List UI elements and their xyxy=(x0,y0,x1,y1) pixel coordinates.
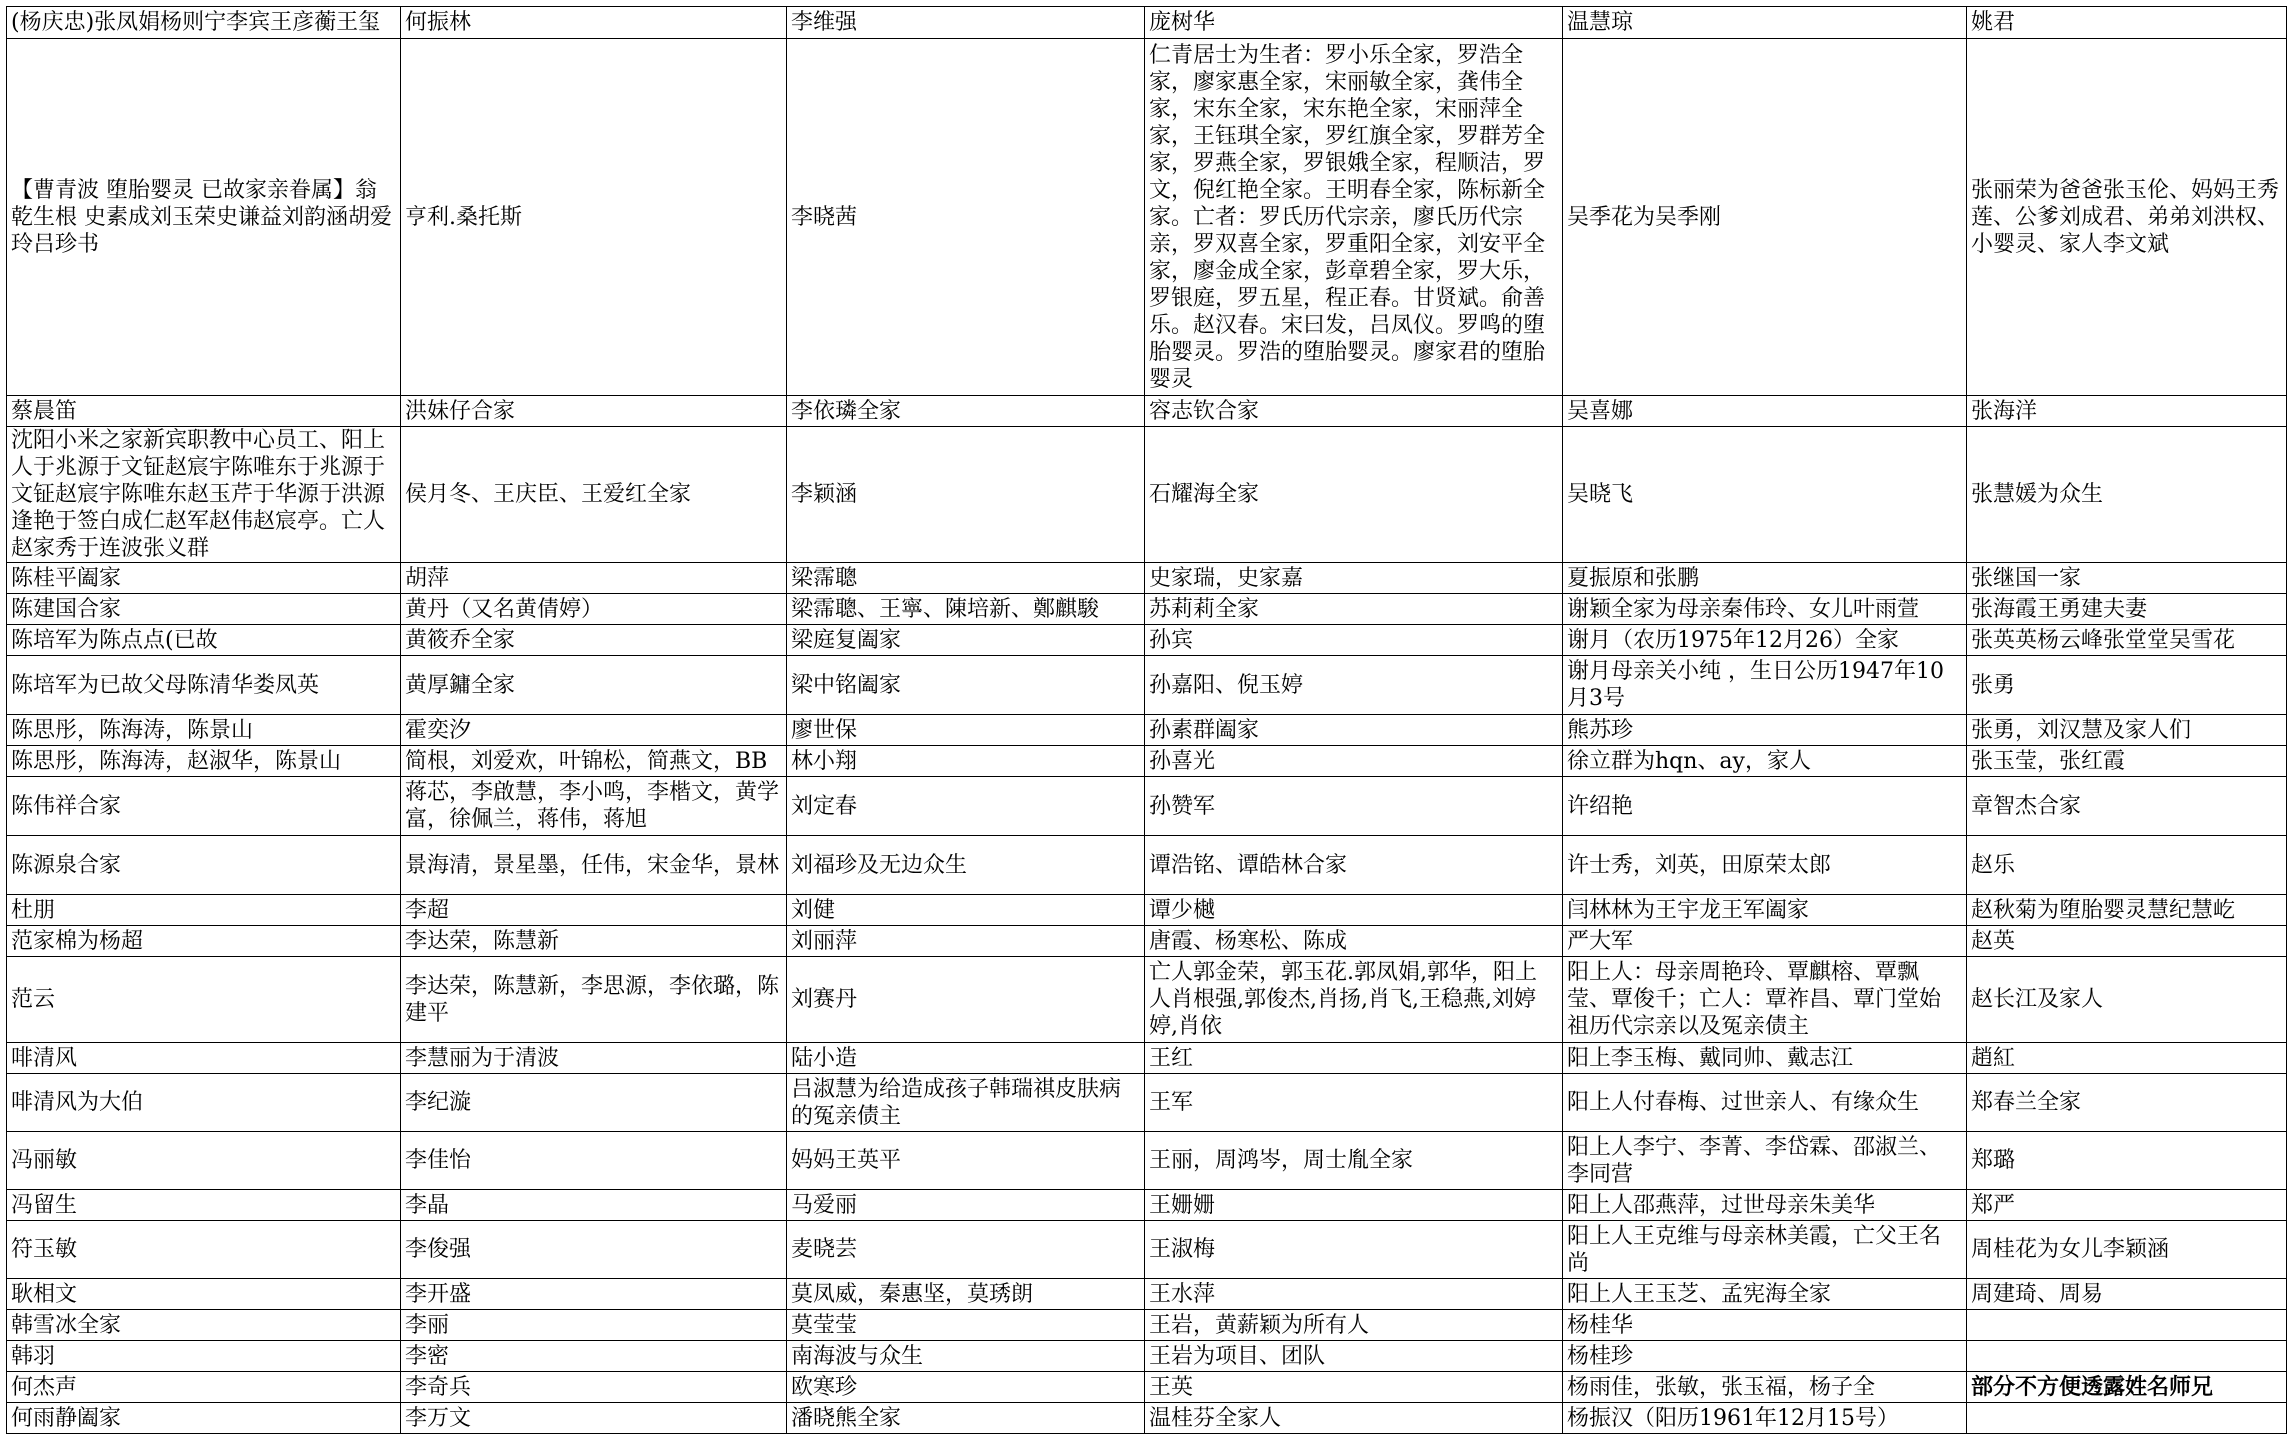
table-row xyxy=(7,1279,2287,1310)
table-cell[interactable]: 李晶 xyxy=(401,1190,787,1221)
table-cell[interactable]: 范家棉为杨超 xyxy=(7,926,401,957)
table-row xyxy=(7,396,2287,427)
table-cell[interactable]: 谢颖全家为母亲秦伟玲、女儿叶雨萱 xyxy=(1563,594,1967,625)
table-cell[interactable]: 蔡晨笛 xyxy=(7,396,401,427)
table-row xyxy=(7,746,2287,777)
table-cell[interactable]: 张继国一家 xyxy=(1967,563,2287,594)
table-cell[interactable]: 范云 xyxy=(7,957,401,1043)
table-cell[interactable]: 李奇兵 xyxy=(401,1372,787,1403)
table-cell[interactable]: 趙紅 xyxy=(1967,1043,2287,1074)
table-cell[interactable]: 黄厚鏞全家 xyxy=(401,656,787,715)
table-cell[interactable]: 张海霞王勇建夫妻 xyxy=(1967,594,2287,625)
table-row xyxy=(7,777,2287,836)
table-cell[interactable]: 【曹青波 堕胎婴灵 已故家亲眷属】翁乾生根 史素成刘玉荣史谦益刘韵涵胡爱玲吕珍书 xyxy=(7,39,401,396)
table-cell[interactable]: 徐立群为hqn、ay，家人 xyxy=(1563,746,1967,777)
table-cell[interactable]: 阳上李玉梅、戴同帅、戴志江 xyxy=(1563,1043,1967,1074)
table-cell[interactable]: 谭浩铭、谭皓林合家 xyxy=(1145,836,1563,895)
table-cell[interactable]: 张慧媛为众生 xyxy=(1967,427,2287,563)
table-row xyxy=(7,427,2287,563)
table-cell[interactable]: 韩雪冰全家 xyxy=(7,1310,401,1341)
table-cell[interactable]: 亡人郭金荣，郭玉花.郭凤娟,郭华，阳上人肖根强,郭俊杰,肖扬,肖飞,王稳燕,刘婷婷,肖依 xyxy=(1145,957,1563,1043)
table-cell[interactable]: 刘健 xyxy=(787,895,1145,926)
table-cell[interactable]: 阳上人：母亲周艳玲、覃麒榕、覃飘莹、覃俊千；亡人：覃祚昌、覃门堂始祖历代宗亲以及冤亲债主 xyxy=(1563,957,1967,1043)
table-cell[interactable]: 谢月（农历1975年12月26）全家 xyxy=(1563,625,1967,656)
table-cell[interactable]: 李达荣，陈慧新，李思源，李依璐，陈建平 xyxy=(401,957,787,1043)
table-cell[interactable]: 闫林林为王宇龙王军阖家 xyxy=(1563,895,1967,926)
table-cell[interactable]: 孙喜光 xyxy=(1145,746,1563,777)
table-cell[interactable]: 谭少樾 xyxy=(1145,895,1563,926)
table-cell[interactable]: 刘丽萍 xyxy=(787,926,1145,957)
table-cell[interactable]: 李纪漩 xyxy=(401,1074,787,1132)
table-cell[interactable]: 夏振原和张鹏 xyxy=(1563,563,1967,594)
table-cell[interactable]: 冯留生 xyxy=(7,1190,401,1221)
table-cell[interactable]: 莫莹莹 xyxy=(787,1310,1145,1341)
table-cell[interactable]: 周桂花为女儿李颖涵 xyxy=(1967,1221,2287,1279)
table-cell[interactable]: 梁中铭阖家 xyxy=(787,656,1145,715)
table-cell[interactable]: 杨振汉（阳历1961年12月15号） xyxy=(1563,1403,1967,1434)
table-row xyxy=(7,1190,2287,1221)
table-cell[interactable]: 张玉莹，张红霞 xyxy=(1967,746,2287,777)
table-cell[interactable]: 吴喜娜 xyxy=(1563,396,1967,427)
table-cell[interactable]: 南海波与众生 xyxy=(787,1341,1145,1372)
table-cell[interactable]: 唐霞、杨寒松、陈成 xyxy=(1145,926,1563,957)
table-cell[interactable]: 蒋芯，李啟慧，李小鸣，李楷文，黄学富，徐佩兰，蒋伟，蒋旭 xyxy=(401,777,787,836)
table-cell[interactable]: 阳上人王克维与母亲林美霞，亡父王名尚 xyxy=(1563,1221,1967,1279)
table-cell[interactable]: 阳上人付春梅、过世亲人、有缘众生 xyxy=(1563,1074,1967,1132)
table-cell[interactable]: 李颖涵 xyxy=(787,427,1145,563)
table-cell[interactable]: 陈建国合家 xyxy=(7,594,401,625)
table-cell[interactable] xyxy=(1967,1341,2287,1372)
table-cell[interactable]: 亨利.桑托斯 xyxy=(401,39,787,396)
table-cell[interactable]: 郑严 xyxy=(1967,1190,2287,1221)
table-cell[interactable]: 简根，刘爱欢，叶锦松，简燕文，BB xyxy=(401,746,787,777)
table-row xyxy=(7,656,2287,715)
table-cell[interactable]: 马爱丽 xyxy=(787,1190,1145,1221)
table-cell[interactable]: 陈思彤，陈海涛，陈景山 xyxy=(7,715,401,746)
table-cell[interactable]: 严大军 xyxy=(1563,926,1967,957)
table-cell[interactable]: 郑璐 xyxy=(1967,1132,2287,1190)
table-cell[interactable]: 孙嘉阳、倪玉婷 xyxy=(1145,656,1563,715)
table-cell[interactable]: 林小翔 xyxy=(787,746,1145,777)
table-cell[interactable]: 庞树华 xyxy=(1145,7,1563,39)
table-cell[interactable]: 赵秋菊为堕胎婴灵慧纪慧屹 xyxy=(1967,895,2287,926)
table-cell[interactable]: 陆小造 xyxy=(787,1043,1145,1074)
table-cell[interactable]: 李晓茜 xyxy=(787,39,1145,396)
table-row xyxy=(7,563,2287,594)
table-cell[interactable]: 吴季花为吴季刚 xyxy=(1563,39,1967,396)
table-cell[interactable]: (杨庆忠)张凤娟杨则宁李宾王彦蘅王玺 xyxy=(7,7,401,39)
table-cell[interactable]: 廖世保 xyxy=(787,715,1145,746)
table-cell[interactable]: 侯月冬、王庆臣、王爱红全家 xyxy=(401,427,787,563)
table-cell[interactable]: 耿相文 xyxy=(7,1279,401,1310)
table-cell[interactable]: 章智杰合家 xyxy=(1967,777,2287,836)
table-row xyxy=(7,895,2287,926)
table-row xyxy=(7,1074,2287,1132)
table-cell[interactable]: 李佳怡 xyxy=(401,1132,787,1190)
table-row xyxy=(7,39,2287,396)
table-cell[interactable]: 李密 xyxy=(401,1341,787,1372)
table-cell[interactable]: 孙宾 xyxy=(1145,625,1563,656)
table-cell[interactable]: 何雨静阖家 xyxy=(7,1403,401,1434)
table-cell[interactable]: 苏莉莉全家 xyxy=(1145,594,1563,625)
table-cell[interactable]: 郑春兰全家 xyxy=(1967,1074,2287,1132)
table-row xyxy=(7,7,2287,39)
table-cell[interactable]: 何杰声 xyxy=(7,1372,401,1403)
table-cell[interactable]: 陈桂平阖家 xyxy=(7,563,401,594)
table-body xyxy=(7,7,2287,1434)
table-cell[interactable]: 李丽 xyxy=(401,1310,787,1341)
table-cell[interactable]: 梁霈聰 xyxy=(787,563,1145,594)
table-cell[interactable]: 胡萍 xyxy=(401,563,787,594)
table-cell[interactable]: 仁青居士为生者：罗小乐全家，罗浩全家，廖家惠全家，宋丽敏全家，龚伟全家，宋东全家，宋东艳全家，宋丽萍全家，王钰琪全家，罗红旗全家，罗群芳全家，罗燕全家，罗银娥全家，程顺洁，罗文，倪红艳全家。王明春全家，陈标新全家。亡者：罗氏历代宗亲，廖氏历代宗亲，罗双喜全家，罗重阳全家，刘安平全家，廖金成全家，彭章碧全家，罗大乐，罗银庭，罗五星，程正春。甘贤斌。俞善乐。赵汉春。宋曰发，吕凤仪。罗鸣的堕胎婴灵。罗浩的堕胎婴灵。廖家君的堕胎婴灵 xyxy=(1145,39,1563,396)
table-cell[interactable]: 李依璘全家 xyxy=(787,396,1145,427)
table-cell[interactable]: 谢月母亲关小纯 ，生日公历1947年10月3号 xyxy=(1563,656,1967,715)
table-cell[interactable]: 杜朋 xyxy=(7,895,401,926)
table-cell[interactable]: 王姗姗 xyxy=(1145,1190,1563,1221)
table-cell[interactable]: 何振林 xyxy=(401,7,787,39)
table-cell[interactable]: 霍奕汐 xyxy=(401,715,787,746)
table-cell[interactable]: 李开盛 xyxy=(401,1279,787,1310)
table-cell[interactable]: 陈培军为已故父母陈清华娄凤英 xyxy=(7,656,401,715)
table-row xyxy=(7,1341,2287,1372)
table-cell[interactable]: 阳上人王玉芝、孟宪海全家 xyxy=(1563,1279,1967,1310)
table-cell[interactable]: 梁霈聰、王寧、陳培新、鄭麒駿 xyxy=(787,594,1145,625)
table-cell[interactable]: 阳上人邵燕萍，过世母亲朱美华 xyxy=(1563,1190,1967,1221)
table-cell[interactable]: 部分不方便透露姓名师兄 xyxy=(1967,1372,2287,1403)
table-cell[interactable]: 李万文 xyxy=(401,1403,787,1434)
table-cell[interactable]: 王水萍 xyxy=(1145,1279,1563,1310)
table-cell[interactable]: 张勇 xyxy=(1967,656,2287,715)
table-row xyxy=(7,836,2287,895)
table-cell[interactable]: 吕淑慧为给造成孩子韩瑞祺皮肤病的冤亲债主 xyxy=(787,1074,1145,1132)
table-cell[interactable]: 王岩，黄薪颖为所有人 xyxy=(1145,1310,1563,1341)
table-cell[interactable]: 许绍艳 xyxy=(1563,777,1967,836)
table-cell[interactable]: 赵乐 xyxy=(1967,836,2287,895)
table-cell[interactable]: 张勇，刘汉慧及家人们 xyxy=(1967,715,2287,746)
table-row xyxy=(7,1372,2287,1403)
table-cell[interactable]: 冯丽敏 xyxy=(7,1132,401,1190)
table-cell[interactable]: 黄丹（又名黄倩婷） xyxy=(401,594,787,625)
table-cell[interactable]: 沈阳小米之家新宾职教中心员工、阳上人于兆源于文钲赵宸宇陈唯东于兆源于文钲赵宸宇陈唯东赵玉芹于华源于洪源逢艳于签白成仁赵军赵伟赵宸亭。亡人赵家秀于连波张义群 xyxy=(7,427,401,563)
table-cell[interactable]: 梁庭复阖家 xyxy=(787,625,1145,656)
table-cell[interactable]: 陈源泉合家 xyxy=(7,836,401,895)
table-cell[interactable]: 符玉敏 xyxy=(7,1221,401,1279)
table-cell[interactable]: 欧寒珍 xyxy=(787,1372,1145,1403)
table-cell[interactable] xyxy=(1967,1403,2287,1434)
table-cell[interactable]: 许士秀，刘英，田原荣太郎 xyxy=(1563,836,1967,895)
table-cell[interactable]: 李慧丽为于清波 xyxy=(401,1043,787,1074)
table-cell[interactable]: 石耀海全家 xyxy=(1145,427,1563,563)
table-cell[interactable]: 黄筱乔全家 xyxy=(401,625,787,656)
table-cell[interactable]: 韩羽 xyxy=(7,1341,401,1372)
table-cell[interactable] xyxy=(1967,1310,2287,1341)
table-cell[interactable]: 孙赞军 xyxy=(1145,777,1563,836)
table-cell[interactable]: 王丽，周鸿岑，周士胤全家 xyxy=(1145,1132,1563,1190)
table-cell[interactable]: 姚君 xyxy=(1967,7,2287,39)
table-cell[interactable]: 刘定春 xyxy=(787,777,1145,836)
table-row xyxy=(7,715,2287,746)
table-cell[interactable]: 陈思彤，陈海涛，赵淑华，陈景山 xyxy=(7,746,401,777)
table-cell[interactable]: 麦晓芸 xyxy=(787,1221,1145,1279)
table-cell[interactable]: 杨桂珍 xyxy=(1563,1341,1967,1372)
table-cell[interactable]: 张海洋 xyxy=(1967,396,2287,427)
table-row xyxy=(7,1403,2287,1434)
table-cell[interactable]: 周建琦、周易 xyxy=(1967,1279,2287,1310)
table-cell[interactable]: 杨桂华 xyxy=(1563,1310,1967,1341)
table-cell[interactable]: 王红 xyxy=(1145,1043,1563,1074)
table-cell[interactable]: 王英 xyxy=(1145,1372,1563,1403)
table-row xyxy=(7,1221,2287,1279)
table-cell[interactable]: 景海清，景星墨，任伟，宋金华，景林 xyxy=(401,836,787,895)
table-cell[interactable]: 王岩为项目、团队 xyxy=(1145,1341,1563,1372)
table-cell[interactable]: 潘晓熊全家 xyxy=(787,1403,1145,1434)
table-cell[interactable]: 熊苏珍 xyxy=(1563,715,1967,746)
table-cell[interactable]: 孙素群阖家 xyxy=(1145,715,1563,746)
table-row xyxy=(7,1043,2287,1074)
table-cell[interactable]: 陈伟祥合家 xyxy=(7,777,401,836)
table-cell[interactable]: 王淑梅 xyxy=(1145,1221,1563,1279)
table-cell[interactable]: 阳上人李宁、李菁、李岱霖、邵淑兰、李同营 xyxy=(1563,1132,1967,1190)
table-cell[interactable]: 刘福珍及无边众生 xyxy=(787,836,1145,895)
table-cell[interactable]: 陈培军为陈点点(已故 xyxy=(7,625,401,656)
table-cell[interactable]: 莫凤威，秦惠坚，莫琇朗 xyxy=(787,1279,1145,1310)
table-cell[interactable]: 洪妹仔合家 xyxy=(401,396,787,427)
table-cell[interactable]: 妈妈王英平 xyxy=(787,1132,1145,1190)
table-row xyxy=(7,957,2287,1043)
table-row xyxy=(7,594,2287,625)
table-cell[interactable]: 啡清风为大伯 xyxy=(7,1074,401,1132)
table-cell[interactable]: 赵英 xyxy=(1967,926,2287,957)
table-cell[interactable]: 温慧琼 xyxy=(1563,7,1967,39)
table-row xyxy=(7,926,2287,957)
table-cell[interactable]: 容志钦合家 xyxy=(1145,396,1563,427)
table-cell[interactable]: 李超 xyxy=(401,895,787,926)
table-cell[interactable]: 吴晓飞 xyxy=(1563,427,1967,563)
dedication-list-table xyxy=(6,6,2287,1434)
table-cell[interactable]: 杨雨佳，张敏，张玉福，杨子全 xyxy=(1563,1372,1967,1403)
table-cell[interactable]: 李达荣，陈慧新 xyxy=(401,926,787,957)
table-cell[interactable]: 张英英杨云峰张堂堂吴雪花 xyxy=(1967,625,2287,656)
table-cell[interactable]: 赵长江及家人 xyxy=(1967,957,2287,1043)
table-cell[interactable]: 张丽荣为爸爸张玉伦、妈妈王秀莲、公爹刘成君、弟弟刘洪权、小婴灵、家人李文斌 xyxy=(1967,39,2287,396)
table-cell[interactable]: 李俊强 xyxy=(401,1221,787,1279)
table-cell[interactable]: 刘赛丹 xyxy=(787,957,1145,1043)
table-row xyxy=(7,1310,2287,1341)
table-cell[interactable]: 史家瑞，史家嘉 xyxy=(1145,563,1563,594)
table-row xyxy=(7,1132,2287,1190)
table-cell[interactable]: 温桂芬全家人 xyxy=(1145,1403,1563,1434)
table-cell[interactable]: 王军 xyxy=(1145,1074,1563,1132)
table-row xyxy=(7,625,2287,656)
table-cell[interactable]: 啡清风 xyxy=(7,1043,401,1074)
table-cell[interactable]: 李维强 xyxy=(787,7,1145,39)
